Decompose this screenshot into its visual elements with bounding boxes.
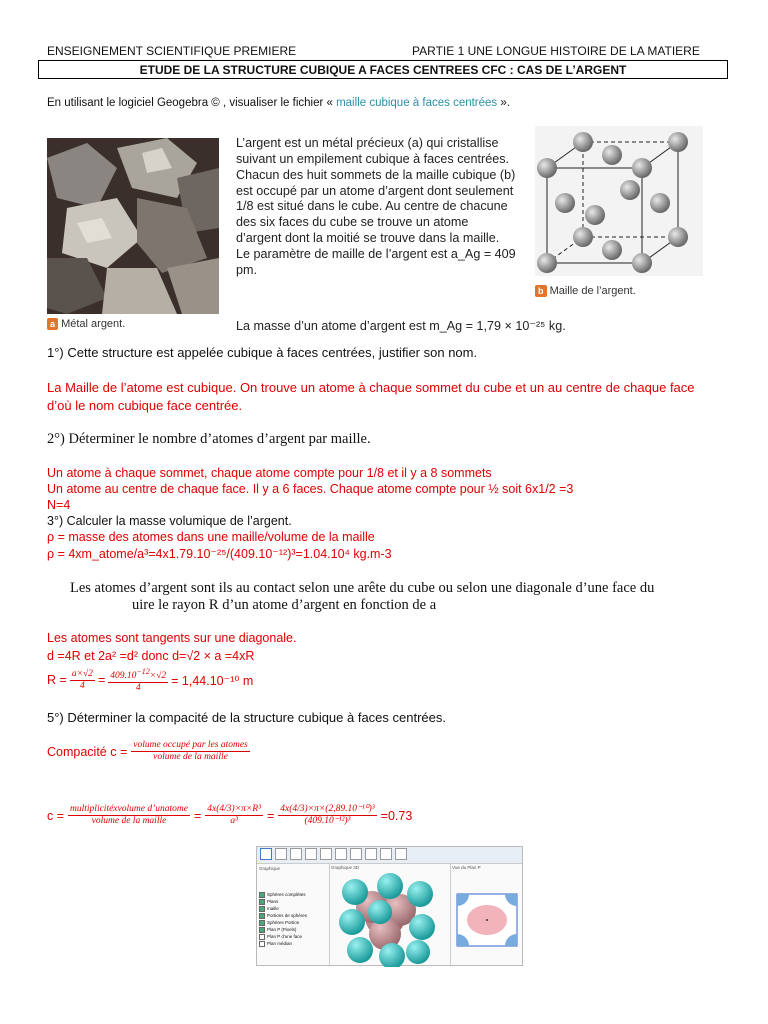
answer-1: La Maille de l’atome est cubique. On trouve un atome à chaque sommet du cube et un au centre de chaque face d’où le nom cubique face centrée. xyxy=(47,380,695,413)
caption-b-text: Maille de l’argent. xyxy=(549,285,636,297)
silver-metal-photo xyxy=(47,138,219,314)
header-right: PARTIE 1 UNE LONGUE HISTOIRE DE LA MATIERE xyxy=(412,44,700,58)
circle-tool-icon[interactable] xyxy=(335,848,347,860)
move-tool-icon[interactable] xyxy=(380,848,392,860)
geogebra-checkbox[interactable] xyxy=(259,926,327,933)
compacity-denominator: volume de la maille xyxy=(153,752,228,762)
geogebra-screenshot xyxy=(256,846,523,966)
line-tool-icon[interactable] xyxy=(290,848,302,860)
geogebra-plane-panel xyxy=(451,864,522,967)
compacity-fraction xyxy=(131,740,250,763)
answer-2-line-1: Un atome à chaque sommet, chaque atome compte pour 1/8 et il y a 8 sommets xyxy=(47,466,492,480)
checkbox-label: Portions de sphères xyxy=(267,913,308,918)
geogebra-3d-panel xyxy=(330,864,451,967)
checkbox-icon[interactable] xyxy=(259,892,265,898)
checkbox-label: Plan P d'une face xyxy=(267,934,303,939)
answer-5-calculation: c = $\frac{\text{multiplicitéxvolume d’unatome}}{\text{volume de la maille}}$ = $\frac{\text{4x(4/3)×π×R³}}{\text{a³}}$ = $\frac{\text{4x(4/3)×π×(2,89.10⁻¹⁰)³}}{\text{(409.10⁻¹²)³}}$ =0.73 xyxy=(47,804,413,826)
cubic-cell-diagram xyxy=(535,126,703,276)
answer-4-line-2: d =4R et 2a² =d² donc d=√2 × a =4xR xyxy=(47,649,255,663)
pointer-tool-icon[interactable] xyxy=(260,848,272,860)
geogebra-toolbar xyxy=(257,847,522,864)
intro-after: ». xyxy=(500,97,510,109)
perpendicular-tool-icon[interactable] xyxy=(305,848,317,860)
checkbox-label: Plans xyxy=(267,899,279,904)
caption-a-text: Métal argent. xyxy=(61,318,126,330)
panel-right-title: Vue du Plan P xyxy=(452,865,481,870)
checkbox-icon[interactable] xyxy=(259,899,265,905)
calc-den-3: (409.10⁻¹²)³ xyxy=(304,816,351,826)
page-title: ETUDE DE LA STRUCTURE CUBIQUE A FACES CENTREES CFC : CAS DE L’ARGENT xyxy=(38,60,728,79)
doc-para-2: Chacun des huit sommets de la maille cubique (b) est occupé par un atome d’argent dont seulement 1/8 est situé dans le cube. Au centre de chacune des six faces du cube se trouve un atome d’argent dont la moitié se trouve dans la maille. xyxy=(236,168,516,245)
compacity-label: Compacité c = xyxy=(47,744,128,759)
geogebra-checkbox[interactable] xyxy=(259,898,327,905)
answer-2-line-2: Un atome au centre de chaque face. Il y a 6 faces. Chaque atome compte pour ½ soit 6x1/2 =3 xyxy=(47,482,574,496)
checkbox-icon[interactable] xyxy=(259,920,265,926)
radius-fraction-1: $\frac{a\times√2}{4}$ xyxy=(71,668,93,691)
checkbox-icon[interactable] xyxy=(259,927,265,933)
doc-para-3: Le paramètre de maille de l’argent est a_Ag = 409 pm. xyxy=(236,247,516,277)
question-4-line-1: Les atomes d’argent sont ils au contact selon une arête du cube ou selon une diagonale d’une face du xyxy=(70,580,655,596)
checkbox-icon[interactable] xyxy=(259,913,265,919)
intro-line xyxy=(47,97,510,109)
badge-b: b xyxy=(535,285,547,297)
compacity-numerator: volume occupé par les atomes xyxy=(133,740,248,750)
checkbox-label: Sphères complètes xyxy=(267,892,306,897)
panel-left-title: Graphique xyxy=(259,866,281,871)
panel-mid-title: Graphique 3D xyxy=(331,865,360,870)
answer-2-line-3: N=4 xyxy=(47,498,71,512)
checkbox-icon[interactable] xyxy=(259,941,265,947)
checkbox-icon[interactable] xyxy=(259,906,265,912)
answer-5-definition xyxy=(47,740,250,763)
calc-prefix: c = xyxy=(47,808,65,823)
caption-a xyxy=(47,318,125,330)
geogebra-checkbox[interactable] xyxy=(259,891,327,898)
answer-3-line-1: ρ = masse des atomes dans une maille/volume de la maille xyxy=(47,530,375,544)
question-1: 1°) Cette structure est appelée cubique à faces centrées, justifier son nom. xyxy=(47,345,478,360)
geogebra-algebra-panel xyxy=(257,864,330,967)
answer-4-line-3: R = $\frac{a\times√2}{4}$ = $\frac{409.10^{-12}\times√2}{4}$ = 1,44.10⁻¹⁰ m xyxy=(47,667,254,694)
geogebra-checkbox[interactable] xyxy=(259,940,327,947)
calc-num-2: 4x(4/3)×π×R³ xyxy=(207,804,261,814)
answer-3-line-2: ρ = 4xm_atome/a³=4x1.79.10⁻²⁵/(409.10⁻¹²)³=1.04.10⁴ kg.m-3 xyxy=(47,547,392,561)
checkbox-label: Plan médian xyxy=(267,941,293,946)
checkbox-label: maille xyxy=(267,906,279,911)
doc-text xyxy=(236,136,516,279)
sphere-tool-icon[interactable] xyxy=(350,848,362,860)
caption-b xyxy=(535,285,636,297)
checkbox-label: Plan P (Pixels) xyxy=(267,927,297,932)
point-tool-icon[interactable] xyxy=(275,848,287,860)
radius-fraction-2: $\frac{409.10^{-12}\times√2}{4}$ xyxy=(110,667,167,694)
polygon-tool-icon[interactable] xyxy=(320,848,332,860)
calc-den-1: volume de la maille xyxy=(91,816,167,826)
doc-mass: La masse d’un atome d’argent est m_Ag = 1,79 × 10⁻²⁵ kg. xyxy=(236,319,566,333)
calc-fraction-2 xyxy=(205,804,263,827)
question-4-line-2: uire le rayon R d’un atome d’argent en fonction de a xyxy=(132,597,437,613)
intro-before: En utilisant le logiciel Geogebra © , visualiser le fichier « xyxy=(47,97,333,109)
checkbox-icon[interactable] xyxy=(259,934,265,940)
geogebra-checkbox[interactable] xyxy=(259,933,327,940)
radius-result: = 1,44.10⁻¹⁰ m xyxy=(171,673,254,688)
geogebra-checkbox[interactable] xyxy=(259,919,327,926)
header-left: ENSEIGNEMENT SCIENTIFIQUE PREMIERE xyxy=(47,44,297,58)
doc-para-1: L’argent est un métal précieux (a) qui cristallise suivant un empilement cubique à faces centrées. xyxy=(236,136,510,166)
geogebra-checkbox[interactable] xyxy=(259,912,327,919)
badge-a: a xyxy=(47,318,58,330)
question-3: 3°) Calculer la masse volumique de l’argent. xyxy=(47,514,292,528)
geogebra-file-link[interactable]: maille cubique à faces centrées xyxy=(332,97,501,109)
geogebra-checkbox[interactable] xyxy=(259,905,327,912)
question-2: 2°) Déterminer le nombre d’atomes d’argent par maille. xyxy=(47,431,371,447)
question-5: 5°) Déterminer la compacité de la structure cubique à faces centrées. xyxy=(47,710,447,725)
calc-result: =0.73 xyxy=(380,808,413,823)
plane-section-view xyxy=(455,892,525,952)
checkbox-label: Sphères Portion xyxy=(267,920,300,925)
calc-fraction-1 xyxy=(68,804,190,827)
calc-fraction-3 xyxy=(278,804,376,827)
rotate-tool-icon[interactable] xyxy=(395,848,407,860)
angle-tool-icon[interactable] xyxy=(365,848,377,860)
calc-num-1: multiplicitéxvolume d’unatome xyxy=(70,804,188,814)
radius-prefix: R = xyxy=(47,673,67,688)
answer-4-line-1: Les atomes sont tangents sur une diagonale. xyxy=(47,631,297,645)
fcc-spheres-3d xyxy=(330,872,450,967)
calc-num-3: 4x(4/3)×π×(2,89.10⁻¹⁰)³ xyxy=(280,804,375,814)
checkbox-list xyxy=(259,891,327,947)
calc-den-2: a³ xyxy=(230,816,238,826)
